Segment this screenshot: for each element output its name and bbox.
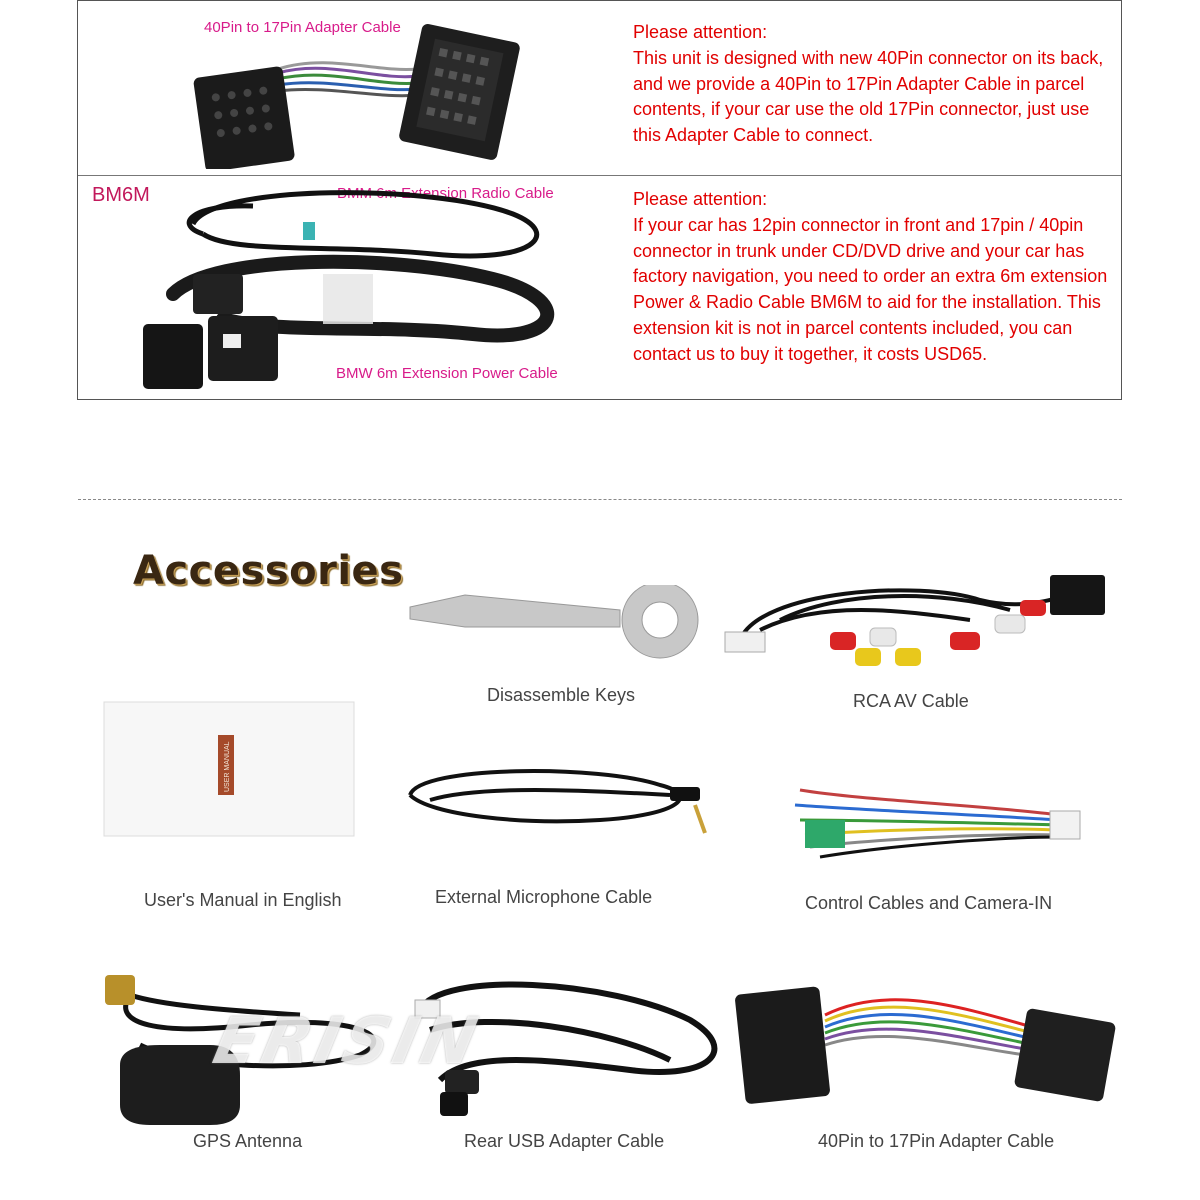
bm6m-label: BM6M: [92, 184, 150, 206]
erisin-watermark: ERISIN: [207, 1005, 488, 1079]
gps-antenna-label: GPS Antenna: [193, 1131, 303, 1151]
control-cables-image: [780, 775, 1085, 865]
attention-note-bm6m: [633, 187, 1113, 368]
info-row-adapter: [78, 1, 1121, 176]
disassemble-keys-label: Disassemble Keys: [487, 685, 636, 705]
cable-info-table: [77, 0, 1122, 400]
microphone-cable-label: External Microphone Cable: [435, 887, 653, 907]
section-divider: [78, 499, 1122, 500]
control-cables-label: Control Cables and Camera-IN: [805, 893, 1053, 913]
attention-title: Please attention:: [633, 22, 768, 42]
info-row-bm6m: [78, 176, 1121, 400]
attention-title: Please attention:: [633, 189, 768, 209]
bottom-adapter-cable-label: 40Pin to 17Pin Adapter Cable: [818, 1131, 1055, 1151]
radio-cable-caption: BMM 6m Extension Radio Cable: [337, 185, 554, 202]
attention-body: If your car has 12pin connector in front and 17pin / 40pin connector in trunk under CD/DVD drive and your car has factory navigation, you need to order an extra 6m extension Power & Radio Cable BM6M to aid for the installation. This extension kit is not in parcel contents included, you can contact us to buy it together, it costs USD65.: [633, 214, 1108, 364]
attention-note-adapter: [633, 20, 1113, 149]
accessories-heading: Accessories: [133, 548, 404, 594]
microphone-cable-image: [400, 765, 715, 845]
user-manual-label: User's Manual in English: [144, 890, 342, 910]
rear-usb-cable-label: Rear USB Adapter Cable: [464, 1131, 665, 1151]
user-manual-image: [100, 700, 360, 840]
power-cable-caption: BMW 6m Extension Power Cable: [336, 365, 558, 382]
extension-cable-image: [133, 184, 583, 394]
rca-av-cable-image: [720, 570, 1115, 680]
bottom-adapter-cable-image: [735, 975, 1120, 1110]
disassemble-keys-image: [405, 585, 720, 665]
rca-av-cable-label: RCA AV Cable: [853, 691, 969, 711]
adapter-cable-caption: 40Pin to 17Pin Adapter Cable: [204, 19, 401, 36]
manual-spine-text: USER MANUAL: [224, 741, 231, 792]
adapter-cable-image: [178, 21, 528, 169]
attention-body: This unit is designed with new 40Pin connector on its back, and we provide a 40Pin to 17Pin Adapter Cable in parcel contents, if your car use the old 17Pin connector, just use this Adapter Cable to connect.: [633, 47, 1104, 146]
